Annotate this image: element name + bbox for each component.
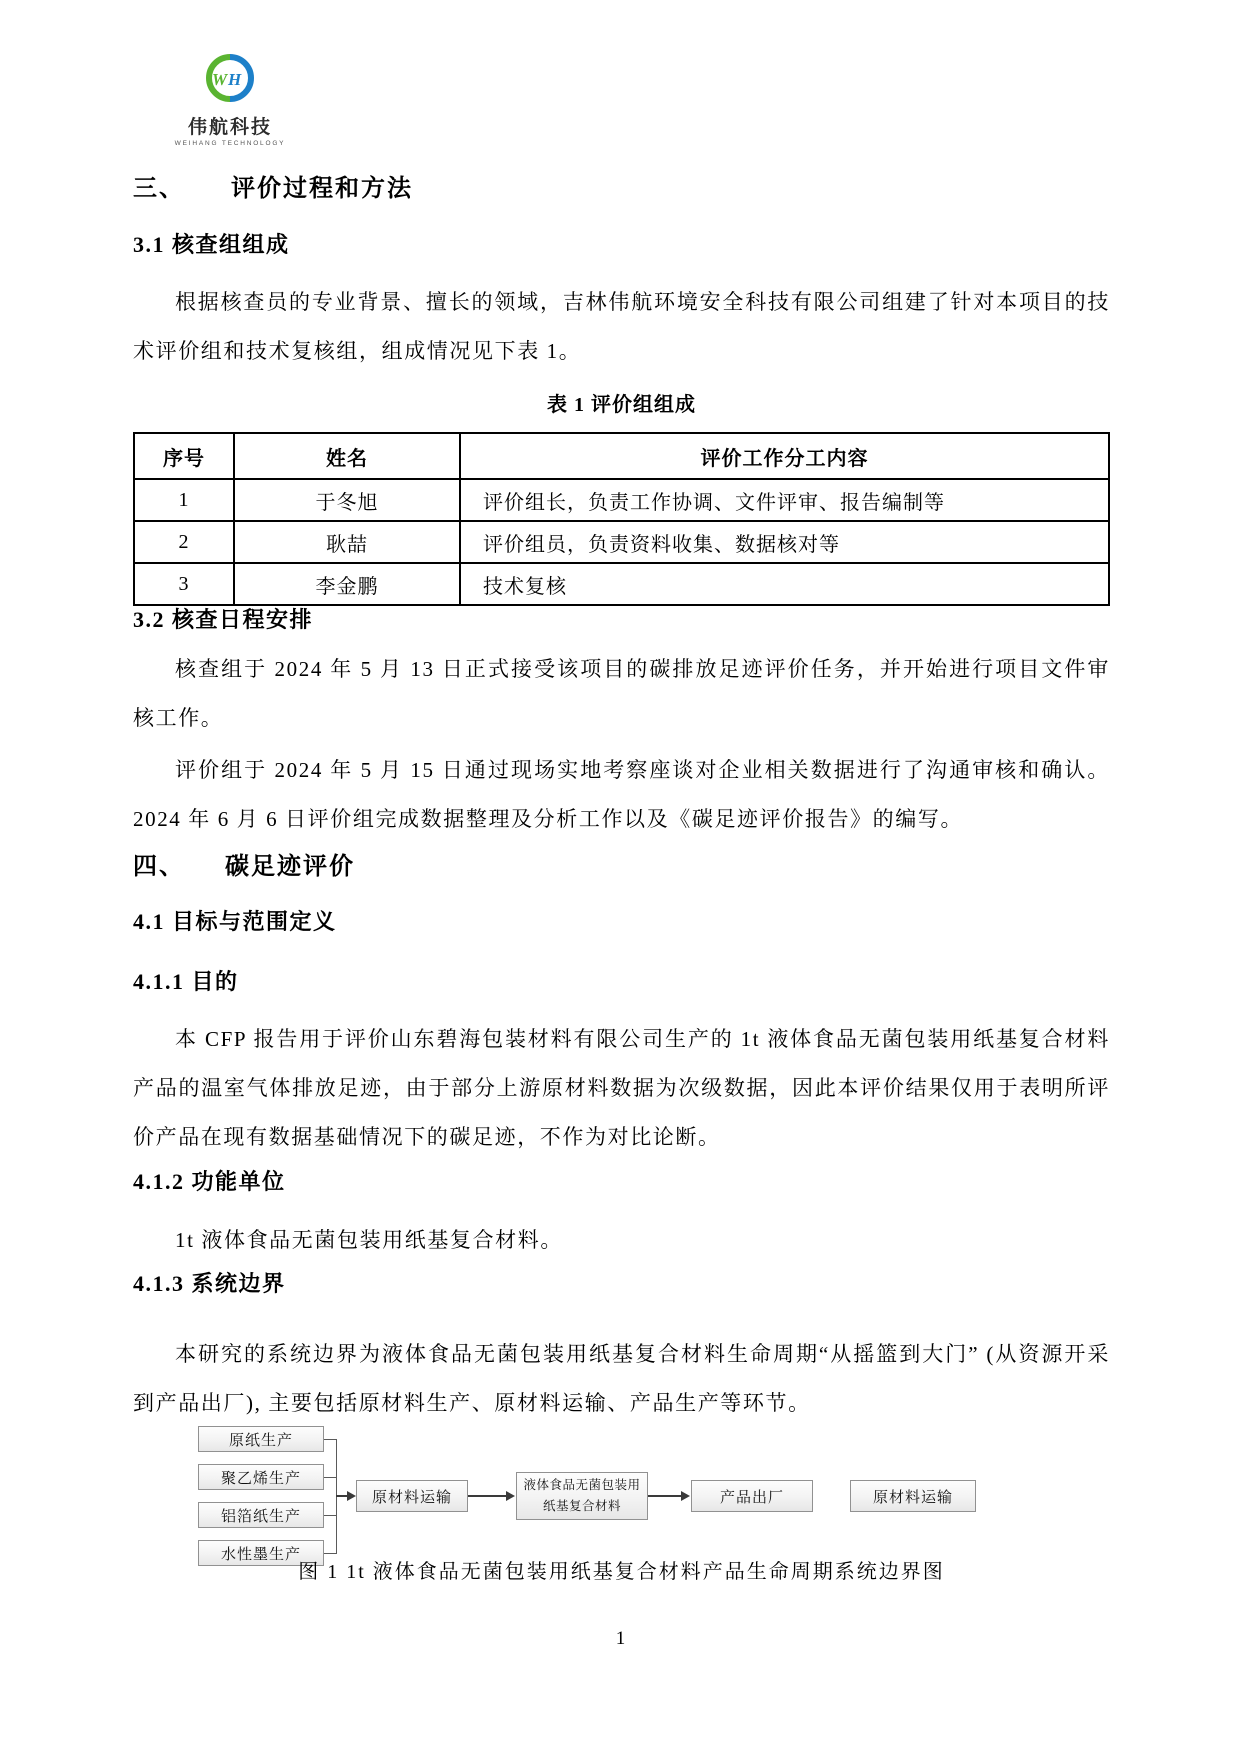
header-index: 序号 <box>134 433 234 479</box>
section-4-number: 四、 <box>133 854 185 880</box>
diagram-box-polyethylene-production: 聚乙烯生产 <box>198 1464 324 1490</box>
connector-line <box>324 1439 336 1440</box>
logo-monogram-w: W <box>212 70 228 89</box>
header-name: 姓名 <box>234 433 460 479</box>
cell-name: 于冬旭 <box>234 479 460 521</box>
diagram-box-product-shipment: 产品出厂 <box>691 1480 813 1512</box>
heading-4-1-1: 4.1.1 目的 <box>133 969 239 994</box>
arrow-line <box>468 1495 508 1497</box>
page-number: 1 <box>615 1628 626 1649</box>
cell-duty: 评价组员，负责资料收集、数据核对等 <box>460 521 1109 563</box>
logo-monogram-h: H <box>228 70 242 89</box>
paragraph-3-1: 根据核查员的专业背景、擅长的领域，吉林伟航环境安全科技有限公司组建了针对本项目的技术评价组和技术复核组，组成情况见下表 1。 <box>133 290 1110 363</box>
connector-line <box>324 1553 336 1554</box>
arrow-head-icon <box>681 1491 690 1501</box>
diagram-box-aluminum-foil-production: 铝箔纸生产 <box>198 1502 324 1528</box>
header-duty: 评价工作分工内容 <box>460 433 1109 479</box>
heading-4-1: 4.1 目标与范围定义 <box>133 909 337 934</box>
heading-3-1: 3.1 核查组组成 <box>133 232 290 257</box>
table-row <box>134 521 1109 563</box>
paragraph-3-2-a: 核查组于 2024 年 5 月 13 日正式接受该项目的碳排放足迹评价任务，并开始进行项目文件审核工作。 <box>133 657 1110 730</box>
figure-1-caption: 图 1 1t 液体食品无菌包装用纸基复合材料产品生命周期系统边界图 <box>298 1561 945 1583</box>
diagram-box-product: 液体食品无菌包装用纸基复合材料 <box>516 1472 648 1520</box>
connector-line <box>324 1515 336 1516</box>
arrow-line <box>648 1495 683 1497</box>
cell-name: 耿喆 <box>234 521 460 563</box>
company-logo <box>160 52 300 147</box>
paragraph-4-1-2: 1t 液体食品无菌包装用纸基复合材料。 <box>175 1228 563 1252</box>
logo-subtitle: WEIHANG TECHNOLOGY <box>174 140 286 147</box>
diagram-box-waterborne-ink-production: 水性墨生产 <box>198 1540 324 1566</box>
system-boundary-diagram <box>190 1424 990 1572</box>
section-4-title: 碳足迹评价 <box>225 854 355 880</box>
arrow-head-icon <box>347 1491 356 1501</box>
diagram-box-paper-production: 原纸生产 <box>198 1426 324 1452</box>
cell-index: 2 <box>134 521 234 563</box>
cell-name: 李金鹏 <box>234 563 460 605</box>
cell-index: 3 <box>134 563 234 605</box>
diagram-box-raw-material-transport-2: 原材料运输 <box>850 1480 976 1512</box>
section-3-heading <box>133 168 413 203</box>
cell-duty: 技术复核 <box>460 563 1109 605</box>
evaluation-team-table <box>133 432 1110 606</box>
table-header-row <box>134 433 1109 479</box>
heading-4-1-2: 4.1.2 功能单位 <box>133 1169 286 1194</box>
section-4-heading <box>133 846 355 881</box>
section-3-title: 评价过程和方法 <box>231 176 413 202</box>
heading-4-1-3: 4.1.3 系统边界 <box>133 1271 286 1296</box>
connector-line <box>324 1477 336 1478</box>
cell-index: 1 <box>134 479 234 521</box>
section-3-number: 三、 <box>133 176 185 202</box>
weihang-logo-icon <box>197 52 263 106</box>
heading-3-2: 3.2 核查日程安排 <box>133 607 314 632</box>
paragraph-4-1-3: 本研究的系统边界为液体食品无菌包装用纸基复合材料生命周期“从摇篮到大门” (从资源开采到产品出厂), 主要包括原材料生产、原材料运输、产品生产等环节。 <box>133 1342 1110 1415</box>
table-row <box>134 563 1109 605</box>
paragraph-4-1-1: 本 CFP 报告用于评价山东碧海包装材料有限公司生产的 1t 液体食品无菌包装用纸基复合材料产品的温室气体排放足迹，由于部分上游原材料数据为次级数据，因此本评价结果仅用于表明所评价产品在现有数据基础情况下的碳足迹，不作为对比论断。 <box>133 1027 1110 1149</box>
diagram-box-raw-material-transport: 原材料运输 <box>356 1480 468 1512</box>
paragraph-3-2-b: 评价组于 2024 年 5 月 15 日通过现场实地考察座谈对企业相关数据进行了沟通审核和确认。2024 年 6 月 6 日评价组完成数据整理及分析工作以及《碳足迹评价报告》的编写。 <box>133 758 1110 831</box>
arrow-head-icon <box>506 1491 515 1501</box>
cell-duty: 评价组长，负责工作协调、文件评审、报告编制等 <box>460 479 1109 521</box>
logo-title: 伟航科技 <box>187 117 272 138</box>
table-1-caption: 表 1 评价组组成 <box>547 394 696 416</box>
table-row <box>134 479 1109 521</box>
